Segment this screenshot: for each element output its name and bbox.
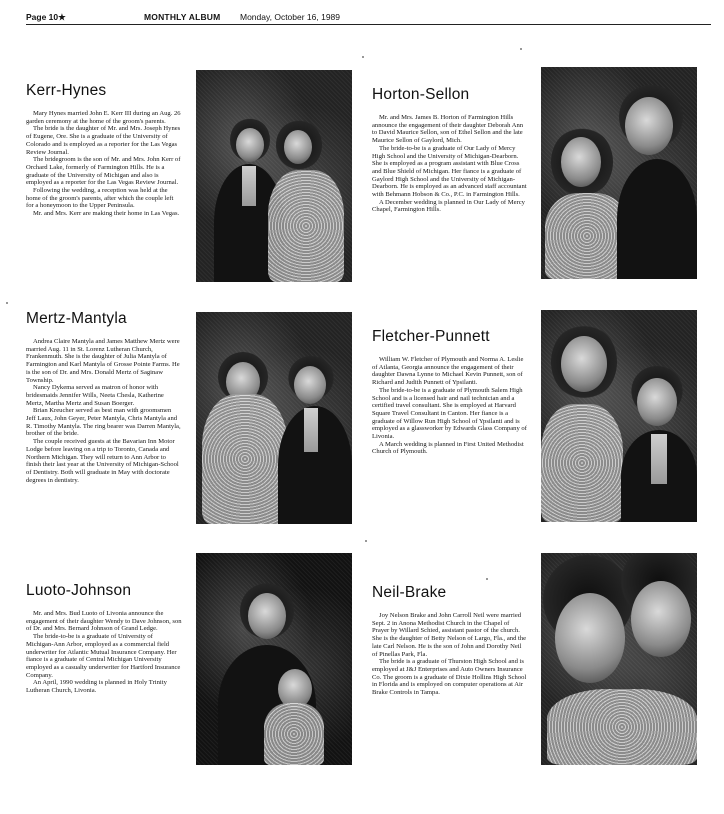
page-number: Page 10★ — [26, 12, 66, 22]
photo-figure — [242, 166, 256, 206]
story-paragraph: Mr. and Mrs. Bud Luoto of Livonia announce the engagement of their daughter Wendy to Dave Johnson, son of Dr. and Mrs. Bernard Johnson of Grand Ledge. — [26, 610, 182, 633]
photo-figure — [248, 593, 286, 639]
story-paragraph: The bride-to-be is a graduate of Plymouth Salem High School and is a licensed hair and nail technician and a certified travel consultant. She is employed at Harvard Square Travel Consultant in Canton. Her fiance is a graduate of Willow Run High School of Ypsilanti and is employed as a glassworker by Edwards Glass Company of Livonia. — [372, 386, 527, 441]
story-headline: Horton-Sellon — [372, 86, 470, 103]
story-paragraph: A December wedding is planned in Our Lady of Mercy Chapel, Farmington Hills. — [372, 198, 525, 214]
scan-speck — [6, 302, 8, 304]
photo-figure — [617, 159, 697, 279]
photo-figure — [547, 689, 697, 765]
story-paragraph: A March wedding is planned in First United Methodist Church of Plymouth. — [372, 440, 524, 456]
couple-photo-fletcher-punnett — [541, 310, 697, 522]
photo-figure — [637, 378, 677, 426]
photo-figure — [284, 130, 312, 164]
couple-photo-kerr-hynes — [196, 70, 352, 282]
story-paragraph: Following the wedding, a reception was held at the home of the groom's parents, after which the couple left for a honeymoon to the Upper Peninsula. — [26, 187, 174, 210]
photo-figure — [264, 703, 324, 765]
photo-figure — [625, 97, 673, 155]
couple-photo-mertz-mantyla — [196, 312, 352, 524]
photo-figure — [561, 137, 601, 187]
photo-figure — [202, 394, 288, 524]
scan-speck — [486, 578, 488, 580]
story-paragraph: Mr. and Mrs. James B. Horton of Farmington Hills announce the engagement of their daughter Deborah Ann to David Maurice Sellon, son of Ethel Sellon and the late Maurice Sellon of Gaylord, Mich. — [372, 114, 524, 145]
story-paragraph: Nancy Dykema served as matron of honor with bridesmaids Jennifer Wills, Neeta Chesla, Katherine Mertz, Martha Mertz and Susan Boerger. — [26, 384, 164, 407]
story-paragraph: An April, 1990 wedding is planned in Holy Trinity Lutheran Church, Livonia. — [26, 679, 167, 695]
photo-figure — [631, 581, 691, 657]
publication-name: MONTHLY ALBUM — [144, 12, 221, 22]
story-headline: Luoto-Johnson — [26, 582, 132, 599]
photo-figure — [236, 128, 264, 162]
scan-speck — [365, 540, 367, 542]
photo-figure — [561, 336, 607, 392]
scan-speck — [520, 48, 522, 50]
story-paragraph: The couple received guests at the Bavarian Inn Motor Lodge before leaving on a trip to Toronto, Canada and Northern Michigan. They will return to Ann Arbor to finish their last year at the University of Michigan-School of Dentistry. Both will graduate in May with doctorate degrees in dentistry. — [26, 438, 179, 484]
story-paragraph: Andrea Claire Mantyla and James Matthew Mertz were married Aug. 11 in St. Lorenz Lutheran Church, Frankenmuth. She is the daughter of Julia Mantyla of Farmington and Karl Mantyla of Grosse Pointe Farms. He is the son of Dr. and Mrs. Donald Mertz of Saginaw Township. — [26, 338, 180, 384]
photo-figure — [268, 170, 344, 282]
photo-figure — [294, 366, 326, 404]
story-headline: Kerr-Hynes — [26, 82, 107, 99]
story-paragraph: The bride-to-be is a graduate of Our Lady of Mercy High School and the University of Michigan-Dearborn. She is employed as a program assistant with Blue Cross and Blue Shield of Michigan. Her fiance is a graduate of Gaylord High School and the University of Michigan-Dearborn. He is employed as an advanced staff accountant with Behmann Hobson & Co., P.C. in Farmington Hills. — [372, 144, 527, 199]
story-body — [372, 114, 528, 214]
photo-figure — [541, 404, 623, 522]
story-body — [26, 110, 182, 218]
story-body — [372, 356, 528, 456]
story-paragraph: Brian Kreucher served as best man with groomsmen Jeff Laux, John Geyer, Peter Mantyla, Chris Mantyla and R. Timothy Mantyla. The ring bearer was Darren Mantyla, brother of the bride. — [26, 407, 181, 438]
story-body — [26, 338, 182, 484]
story-paragraph: The bride is the daughter of Mr. and Mrs. Joseph Hynes of Eugene, Ore. She is a graduate of the University of Colorado and is employed as a reporter for the Las Vegas Review Journal. — [26, 125, 181, 156]
photo-figure — [555, 593, 625, 683]
story-paragraph: Mary Hynes married John E. Kerr III during an Aug. 26 garden ceremony at the home of the groom's parents. — [26, 110, 181, 125]
story-paragraph: William W. Fletcher of Plymouth and Norma A. Leslie of Atlanta, Georgia announce the engagement of their daughter Dawna Lynne to Michael Kevin Punnett, son of Richard and Judith Punnett of Ypsilanti. — [372, 356, 524, 387]
story-paragraph: The bridegroom is the son of Mr. and Mrs. John Kerr of Orchard Lake, formerly of Farmington Hills. He is a graduate of the University of Michigan and also is employed as a reporter for the Las Vegas Review Journal. — [26, 156, 181, 187]
story-paragraph: Mr. and Mrs. Kerr are making their home in Las Vegas. — [33, 210, 180, 218]
story-headline: Mertz-Mantyla — [26, 310, 127, 327]
story-paragraph: Joy Nelson Brake and John Carroll Neil were married Sept. 2 in Anona Methodist Church in the Chapel of Prayer by Willard Schied, assistant pastor of the church. She is the daughter of Betty Nelson of Largo, Fla., and the late Carl Nelson. He is the son of John and Dorothy Neil of Pinellas Park, Fla. — [372, 612, 527, 658]
issue-date: Monday, October 16, 1989 — [240, 12, 341, 22]
story-headline: Neil-Brake — [372, 584, 447, 601]
couple-photo-neil-brake — [541, 553, 697, 765]
photo-figure — [304, 408, 318, 452]
photo-figure — [651, 434, 667, 484]
story-headline: Fletcher-Punnett — [372, 328, 490, 345]
masthead — [26, 10, 711, 25]
story-paragraph: The bride is a graduate of Thurston High School and is employed at J&J Enterprises and Auto Owners Insurance Co. The groom is a graduate of Dixie Hollins High School in Florida and is employed on computer operations at Air Brake Controls in Tampa. — [372, 658, 527, 697]
story-body — [372, 612, 528, 697]
couple-photo-horton-sellon — [541, 67, 697, 279]
couple-photo-luoto-johnson — [196, 553, 352, 765]
scan-speck — [362, 56, 364, 58]
story-paragraph: The bride-to-be is a graduate of University of Michigan-Ann Arbor, employed as a commercial field underwriter for Atlantic Mutual Insurance Company. Her fiance is a graduate of Central Michigan University employed as a casualty underwriter for Hartford Insurance Company. — [26, 633, 181, 679]
story-body — [26, 610, 182, 695]
